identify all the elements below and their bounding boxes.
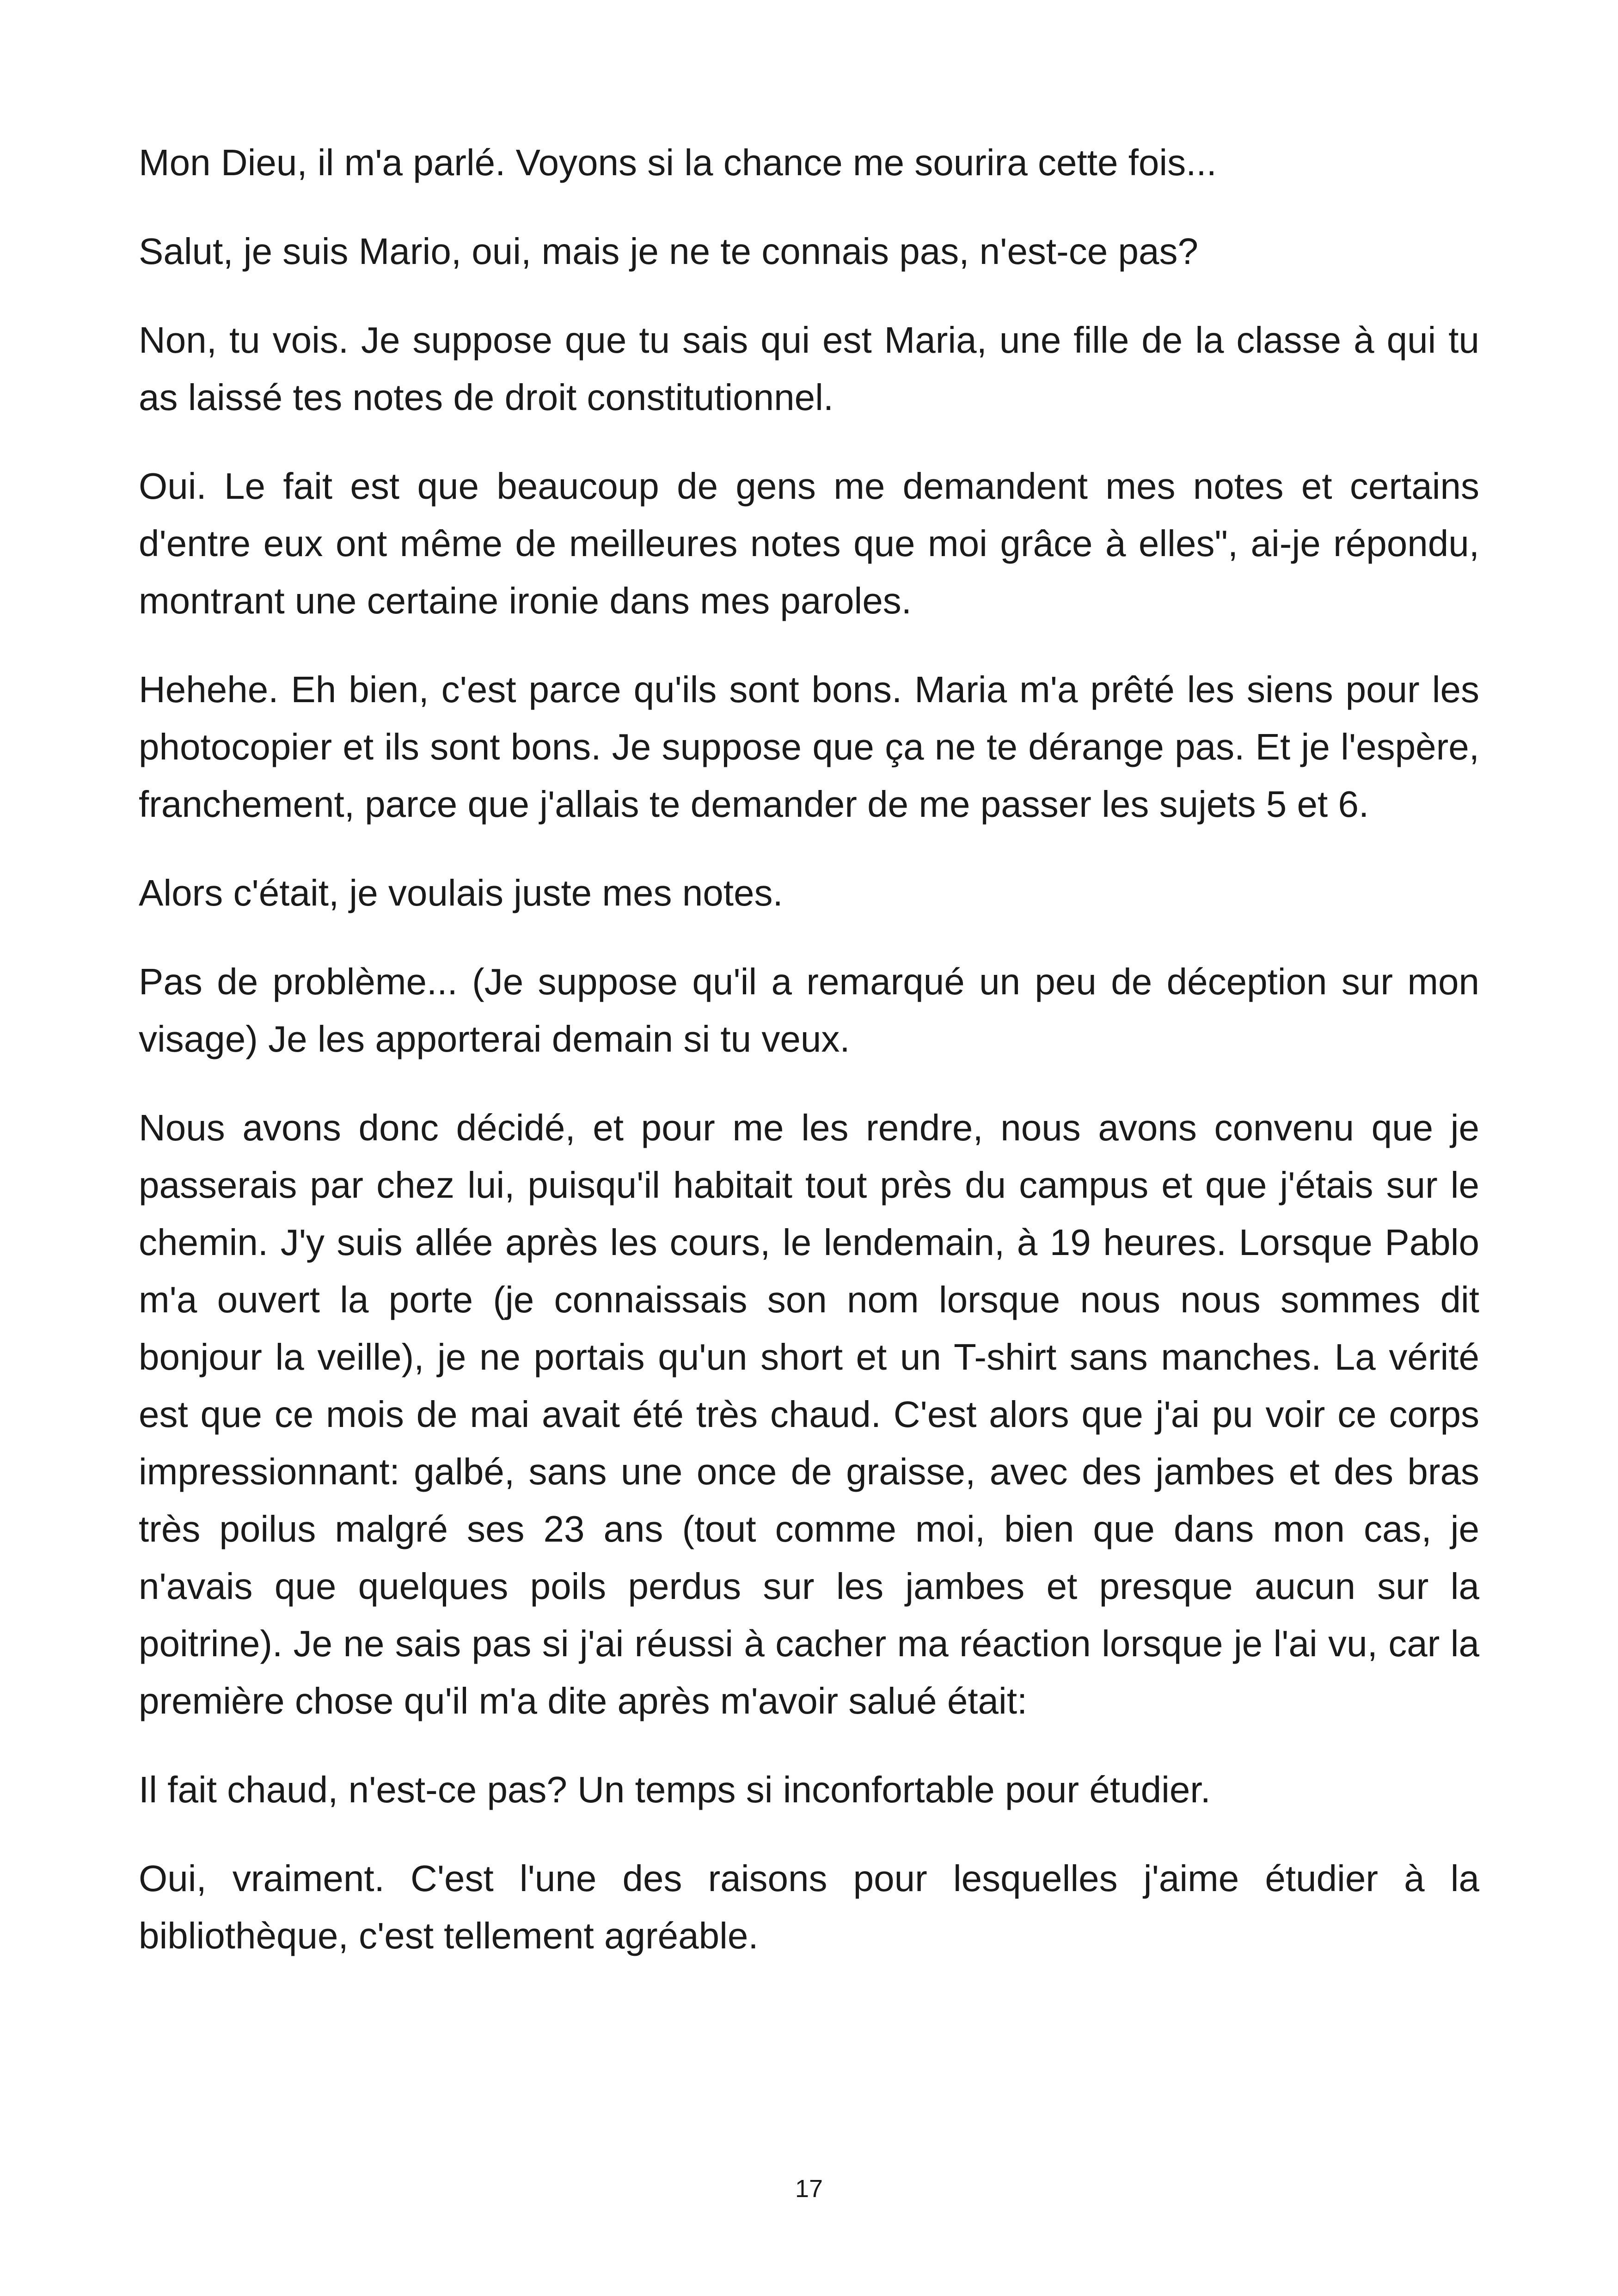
page-body (139, 134, 1479, 1996)
paragraph-10: Oui, vraiment. C'est l'une des raisons pour lesquelles j'aime étudier à la bibliothèque, c'est tellement agréable. (139, 1858, 1479, 1956)
paragraph-1: Mon Dieu, il m'a parlé. Voyons si la chance me sourira cette fois... (139, 142, 1217, 183)
paragraph-9: Il fait chaud, n'est-ce pas? Un temps si inconfortable pour étudier. (139, 1769, 1211, 1810)
paragraph-8: Nous avons donc décidé, et pour me les rendre, nous avons convenu que je passerais par chez lui, puisqu'il habitait tout près du campus et que j'étais sur le chemin. J'y suis allée après les cours, le lendemain, à 19 heures. Lorsque Pablo m'a ouvert la porte (je connaissais son nom lorsque nous nous sommes dit bonjour la veille), je ne portais qu'un short et un T-shirt sans manches. La vérité est que ce mois de mai avait été très chaud. C'est alors que j'ai pu voir ce corps impressionnant: galbé, sans une once de graisse, avec des jambes et des bras très poilus malgré ses 23 ans (tout comme moi, bien que dans mon cas, je n'avais que quelques poils perdus sur les jambes et presque aucun sur la poitrine). Je ne sais pas si j'ai réussi à cacher ma réaction lorsque je l'ai vu, car la première chose qu'il m'a dite après m'avoir salué était: (139, 1107, 1479, 1721)
page-number: 17 (795, 2175, 823, 2203)
paragraph-3: Non, tu vois. Je suppose que tu sais qui est Maria, une fille de la classe à qui tu as laissé tes notes de droit constitutionnel. (139, 319, 1479, 418)
paragraph-2: Salut, je suis Mario, oui, mais je ne te connais pas, n'est-ce pas? (139, 231, 1198, 272)
paragraph-4: Oui. Le fait est que beaucoup de gens me demandent mes notes et certains d'entre eux ont même de meilleures notes que moi grâce à elles", ai-je répondu, montrant une certaine ironie dans mes paroles. (139, 465, 1479, 621)
paragraph-6: Alors c'était, je voulais juste mes notes. (139, 872, 783, 913)
paragraph-7: Pas de problème... (Je suppose qu'il a remarqué un peu de déception sur mon visage) Je les apporterai demain si tu veux. (139, 961, 1479, 1059)
paragraph-5: Hehehe. Eh bien, c'est parce qu'ils sont bons. Maria m'a prêté les siens pour les photocopier et ils sont bons. Je suppose que ça ne te dérange pas. Et je l'espère, franchement, parce que j'allais te demander de me passer les sujets 5 et 6. (139, 669, 1479, 825)
